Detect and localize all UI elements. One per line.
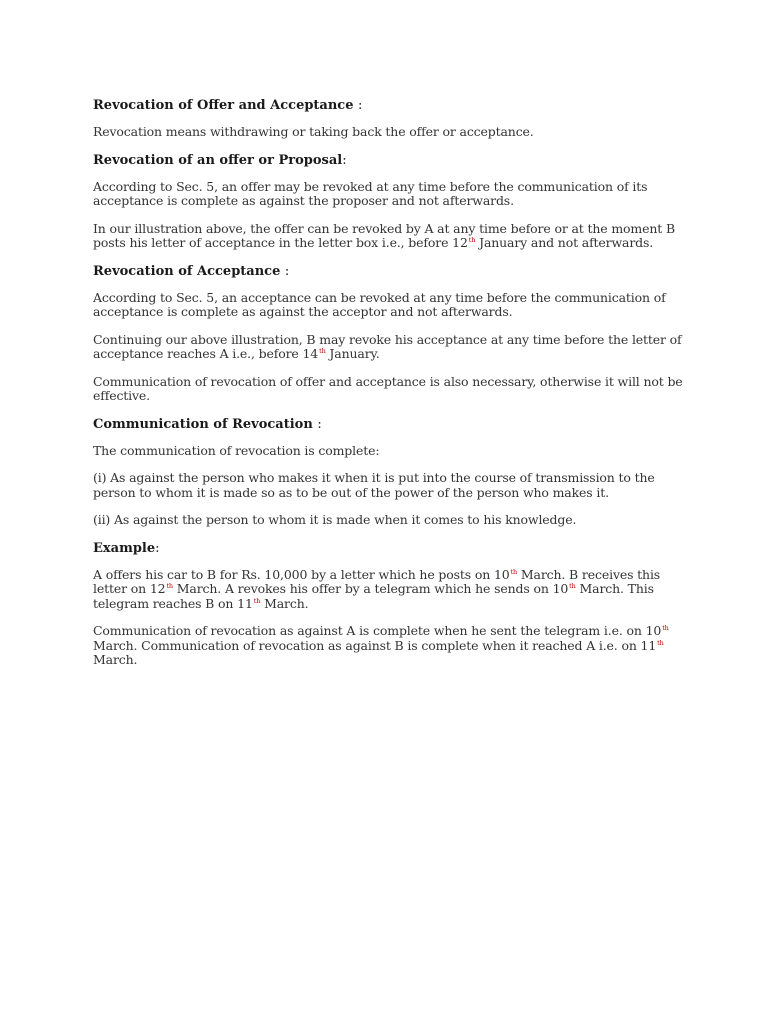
text-run: March. This telegram reaches B on 11 [93,581,654,611]
ordinal-suffix: th [468,236,476,244]
heading-example [93,541,688,557]
paragraph-example-car-offer [93,568,688,612]
ordinal-suffix: th [662,624,669,632]
ordinal-suffix: th [166,582,173,590]
heading-colon: : [284,263,290,279]
heading-colon: : [317,416,322,432]
heading-colon: : [342,152,347,168]
heading-text: Revocation of an offer or Proposal [93,152,343,168]
text-run: March. [260,595,309,611]
paragraph-offer-illustration [93,222,688,251]
text-run: March. A revokes his offer by a telegram which he sends on 10 [172,581,569,596]
paragraph-communication-against-maker: (i) As against the person who makes it when it is put into the course of transmission to the person to whom it is made so as to be out of the power of the person who makes it. [93,470,655,500]
paragraph-communication-against-recipient: (ii) As against the person to whom it is made when it comes to his knowledge. [93,512,577,527]
heading-revocation-of-acceptance [93,264,688,280]
ordinal-suffix: th [657,638,664,647]
heading-text: Revocation of Acceptance [93,263,281,279]
heading-colon: : [155,540,160,556]
heading-colon: : [358,98,363,113]
paragraph-revocation-definition: Revocation means withdrawing or taking back the offer or acceptance. [93,124,534,139]
text-run: March. B receives this letter on 12 [93,566,661,596]
text-run: March. [93,652,138,667]
ordinal-suffix: th [253,596,261,605]
heading-text: Example [93,540,156,556]
text-run: A offers his car to B for Rs. 10,000 by a letter which he posts on 10 [93,566,510,582]
text-run: Continuing our above illustration, B may revoke his acceptance at any time before the letter of acceptance reaches A i.e., before 14 [93,331,682,361]
text-run: January. [325,346,380,361]
paragraph-communication-necessary: Communication of revocation of offer and acceptance is also necessary, otherwise it will not be effective. [93,373,683,403]
text-run: Communication of revocation as against A is complete when he sent the telegram i.e. on 10 [93,623,662,638]
paragraph-acceptance-illustration [93,333,688,362]
text-run: March. Communication of revocation as against B is complete when it reached A i.e. on 11 [93,637,657,653]
paragraph-example-communication-complete [93,624,688,668]
paragraph-offer-section-5: According to Sec. 5, an offer may be revoked at any time before the communication of its acceptance is complete as against the proposer and not afterwards. [93,178,648,208]
ordinal-suffix: th [569,582,576,590]
heading-revocation-of-offer [93,153,688,169]
paragraph-communication-complete: The communication of revocation is complete: [93,442,380,458]
heading-revocation-of-offer-and-acceptance [93,98,688,114]
text-run: January and not afterwards. [475,235,654,250]
paragraph-acceptance-section-5: According to Sec. 5, an acceptance can be revoked at any time before the communication of acceptance is complete as against the acceptor and not afterwards. [93,289,666,319]
text-run: In our illustration above, the offer can be revoked by A at any time before or at the moment B posts his letter of acceptance in the letter box i.e., before 12 [93,220,675,250]
heading-text: Revocation of Offer and Acceptance [93,98,354,113]
heading-text: Communication of Revocation [93,416,313,432]
heading-communication-of-revocation [93,417,688,433]
ordinal-suffix: th [319,347,326,355]
ordinal-suffix: th [510,567,518,576]
